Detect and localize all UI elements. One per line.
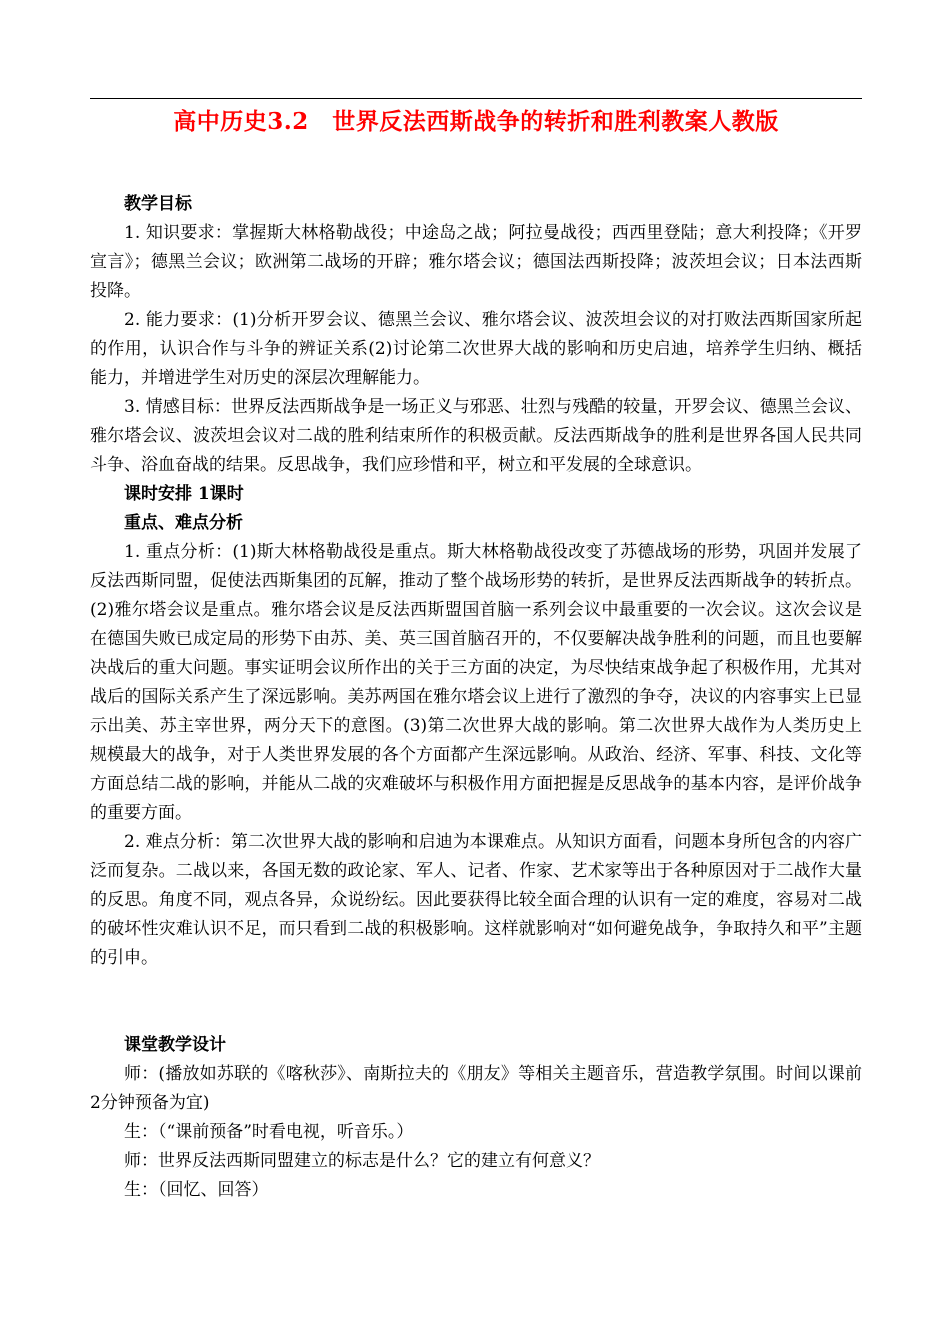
dialogue-teacher-1: 师：(播放如苏联的《喀秋莎》、南斯拉夫的《朋友》等相关主题音乐，营造教学氛围。时间以课前2分钟预备为宜) bbox=[90, 1064, 862, 1113]
document-title: 高中历史3.2 世界反法西斯战争的转折和胜利教案人教版 bbox=[173, 108, 779, 135]
dialogue-student-1: 生：（“课前预备”时看电视，听音乐。） bbox=[124, 1122, 414, 1142]
section-heading-key-points: 重点、难点分析 bbox=[124, 513, 243, 533]
goal-knowledge: 1. 知识要求：掌握斯大林格勒战役；中途岛之战；阿拉曼战役；西西里登陆；意大利投降；《开罗宣言》；德黑兰会议；欧洲第二战场的开辟；雅尔塔会议；德国法西斯投降；波茨坦会议；日本法西斯投降。 bbox=[90, 223, 862, 301]
section-heading-goals: 教学目标 bbox=[124, 194, 192, 214]
dialogue-student-2: 生：（回忆、回答） bbox=[124, 1180, 269, 1200]
difficulty-analysis: 2. 难点分析：第二次世界大战的影响和启迪为本课难点。从知识方面看，问题本身所包含的内容广泛而复杂。二战以来，各国无数的政论家、军人、记者、作家、艺术家等出于各种原因对于二战作大量的反思。角度不同，观点各异，众说纷纭。因此要获得比较全面合理的认识有一定的难度，容易对二战的破坏性灾难认识不足，而只看到二战的积极影响。这样就影响对“如何避免战争，争取持久和平”主题的引申。 bbox=[90, 832, 862, 968]
key-point-analysis: 1. 重点分析：(1)斯大林格勒战役是重点。斯大林格勒战役改变了苏德战场的形势，巩固并发展了反法西斯同盟，促使法西斯集团的瓦解，推动了整个战场形势的转折，是世界反法西斯战争的转折点。(2)雅尔塔会议是重点。雅尔塔会议是反法西斯盟国首脑一系列会议中最重要的一次会议。这次会议是在德国失败已成定局的形势下由苏、美、英三国首脑召开的，不仅要解决战争胜利的问题，而且也要解决战后的重大问题。事实证明会议所作出的关于三方面的决定，为尽快结束战争起了积极作用，尤其对战后的国际关系产生了深远影响。美苏两国在雅尔塔会议上进行了激烈的争夺，决议的内容事实上已显示出美、苏主宰世界，两分天下的意图。(3)第二次世界大战的影响。第二次世界大战作为人类历史上规模最大的战争，对于人类世界发展的各个方面都产生深远影响。从政治、经济、军事、科技、文化等方面总结二战的影响，并能从二战的灾难破坏与积极作用方面把握是反思战争的基本内容，是评价战争的重要方面。 bbox=[90, 542, 862, 823]
dialogue-teacher-2: 师：世界反法西斯同盟建立的标志是什么？它的建立有何意义？ bbox=[124, 1151, 600, 1171]
document-body bbox=[90, 190, 862, 1205]
section-heading-design: 课堂教学设计 bbox=[124, 1035, 226, 1055]
header-rule bbox=[90, 98, 862, 99]
spacer bbox=[90, 973, 862, 1031]
goal-emotion: 3. 情感目标：世界反法西斯战争是一场正义与邪恶、壮烈与残酷的较量，开罗会议、德黑兰会议、雅尔塔会议、波茨坦会议对二战的胜利结束所作的积极贡献。反法西斯战争的胜利是世界各国人民共同斗争、浴血奋战的结果。反思战争，我们应珍惜和平，树立和平发展的全球意识。 bbox=[90, 397, 862, 475]
goal-ability: 2. 能力要求：(1)分析开罗会议、德黑兰会议、雅尔塔会议、波茨坦会议的对打败法西斯国家所起的作用，认识合作与斗争的辨证关系(2)讨论第二次世界大战的影响和历史启迪，培养学生归纳、概括能力，并增进学生对历史的深层次理解能力。 bbox=[90, 310, 862, 388]
section-heading-schedule: 课时安排 1课时 bbox=[124, 484, 244, 504]
